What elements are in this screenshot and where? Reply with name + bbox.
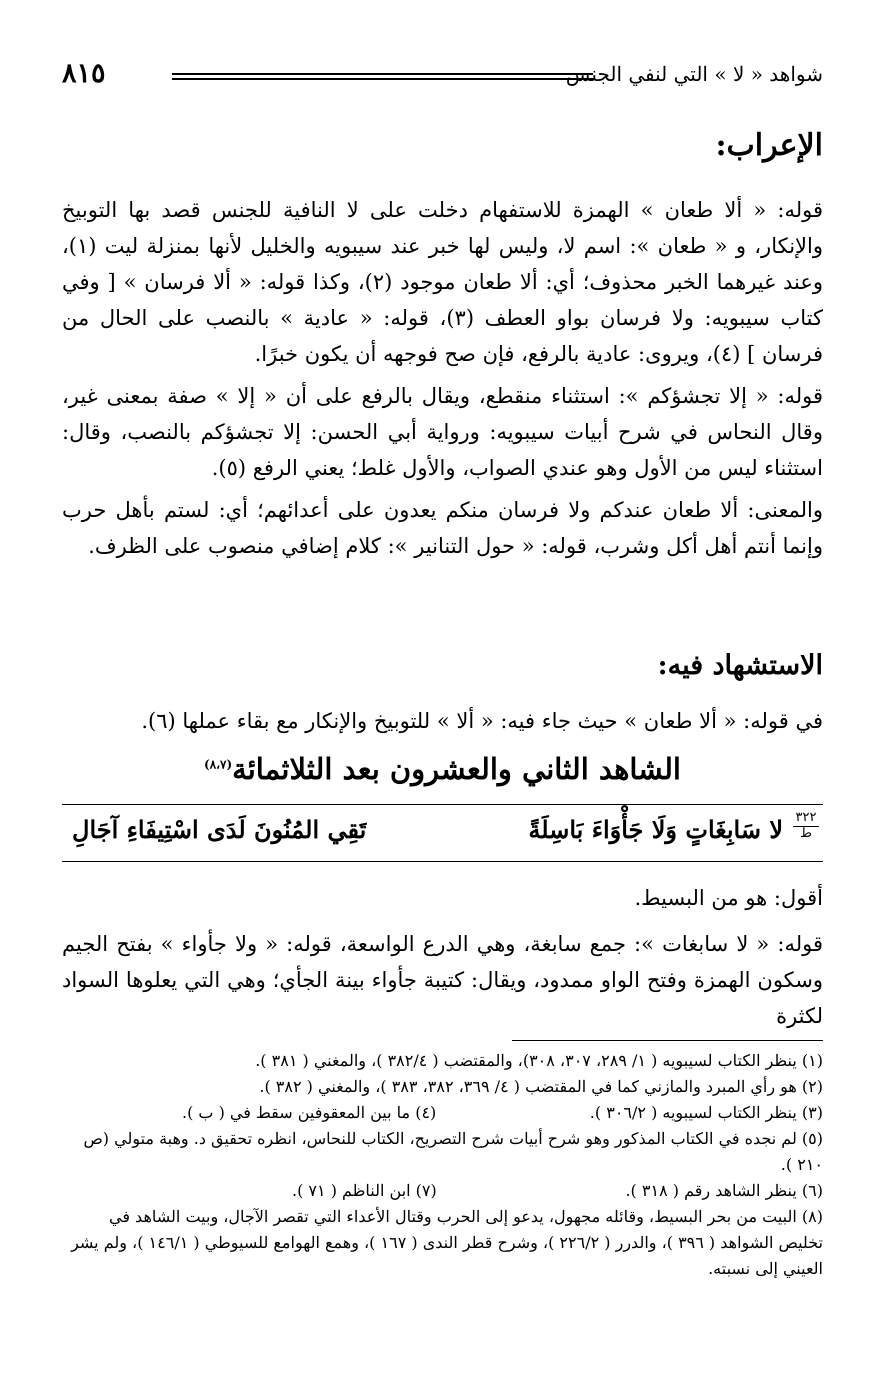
commentary-paragraph-1: أقول: هو من البسيط. xyxy=(634,886,823,910)
irab-paragraph-2: قوله: « إلا تجشؤكم »: استثناء منقطع، ويقال بالرفع على أن « إلا » صفة بمعنى غير، وقال النحاس في شرح أبيات سيبويه: ورواية أبي الحسن: إلا تجشؤكم بالنصب، وقال: استثناء ليس من الأول وهو عندي الصواب، والأول غلط؛ يعني الرفع (٥). xyxy=(62,384,823,480)
footnote-8: (٨) البيت من بحر البسيط، وقائله مجهول، يدعو إلى الحرب وقتال الأعداء التي تقصر الآجال، وبيت الشاهد في تخليص الشواهد ( ٣٩٦ )، والدرر ( ٢٢٦/٢ )، وشرح قطر الندى ( ١٦٧ )، وهمع الهوامع للسيوطي ( ١٤٦/١ )، ولم يشر العيني إلى نسبته. xyxy=(71,1207,823,1278)
shahid-title-footnote-ref: (٨،٧) xyxy=(204,757,233,772)
section-heading-istishhad: الاستشهاد فيه: xyxy=(657,650,823,681)
commentary-paragraph-2: قوله: « لا سابغات »: جمع سابغة، وهي الدرع الواسعة، قوله: « ولا جأواء » بفتح الجيم وسكون الهمزة وفتح الواو ممدود، ويقال: كتيبة جأواء بينة الجأي؛ وهي التي يعلوها السواد لكثرة xyxy=(62,932,823,1028)
footnote-row-3-4 xyxy=(62,1100,823,1126)
footnote-6: (٦) ينظر الشاهد رقم ( ٣١٨ ). xyxy=(625,1181,823,1200)
verse-first-hemistich: لا سَابِغَاتٍ وَلَا جَأْوَاءَ بَاسِلَةً xyxy=(528,815,783,844)
footnote-row-6-7 xyxy=(62,1178,823,1204)
irab-paragraph-1: قوله: « ألا طعان » الهمزة للاستفهام دخلت على لا النافية للجنس قصد بها التوبيخ والإنكار، و « طعان »: اسم لا، وليس لها خبر عند سيبويه والخليل لأنها بمنزلة ليت (١)، وعند غيرهما الخبر محذوف؛ أي: ألا طعان موجود (٢)، وكذا قوله: « ألا فرسان » [ وفي كتاب سيبويه: ولا فرسان بواو العطف (٣)، قوله: « عادية » بالنصب على الحال من فرسان ] (٤)، ويروى: عادية بالرفع، فإن صح فوجهه أن يكون خبرًا. xyxy=(62,198,823,366)
footnote-2: (٢) هو رأي المبرد والمازني كما في المقتضب ( ٤/ ٣٦٩، ٣٨٢، ٣٨٣ )، والمغني ( ٣٨٢ ). xyxy=(259,1077,823,1096)
header-title: شواهد « لا » التي لنفي الجنس xyxy=(565,62,823,86)
istishhad-paragraph: في قوله: « ألا طعان » حيث جاء فيه: « ألا » للتوبيخ والإنكار مع بقاء عملها (٦). xyxy=(141,709,823,733)
footnote-3: (٣) ينظر الكتاب لسيبويه ( ٣٠٦/٢ ). xyxy=(589,1103,823,1122)
section-heading-irab: الإعراب: xyxy=(715,128,823,163)
irab-paragraph-3: والمعنى: ألا طعان عندكم ولا فرسان منكم يعدون على أعدائهم؛ أي: لستم بأهل حرب وإنما أنتم أهل أكل وشرب، قوله: « حول التنانير »: كلام إضافي منصوب على الظرف. xyxy=(62,498,823,558)
page-number: ٨١٥ xyxy=(62,58,106,89)
verse-number-sub: ط xyxy=(793,826,819,841)
istishhad-body xyxy=(62,703,823,739)
shahid-title xyxy=(0,752,885,786)
footnote-1: (١) ينظر الكتاب لسيبويه ( ١/ ٢٨٩، ٣٠٧، ٣٠٨)، والمقتضب ( ٣٨٢/٤ )، والمغني ( ٣٨١ ). xyxy=(255,1051,823,1070)
running-header xyxy=(62,60,823,96)
footnote-4: (٤) ما بين المعقوفين سقط في ( ب ). xyxy=(182,1103,437,1122)
footnote-separator xyxy=(512,1040,823,1041)
header-rule xyxy=(172,73,593,80)
verse-box xyxy=(62,804,823,862)
footnotes xyxy=(62,1048,823,1282)
commentary-body xyxy=(62,880,823,1034)
footnote-7: (٧) ابن الناظم ( ٧١ ). xyxy=(292,1181,437,1200)
shahid-title-text: الشاهد الثاني والعشرون بعد الثلاثمائة xyxy=(232,752,681,786)
verse-number-value: ٣٢٢ xyxy=(795,810,817,825)
irab-body xyxy=(62,192,823,564)
verse-second-hemistich: تَقِي المُنُونَ لَدَى اسْتِيفَاءِ آجَالِ xyxy=(72,815,367,844)
footnote-5: (٥) لم نجده في الكتاب المذكور وهو شرح أبيات شرح التصريح، الكتاب للنحاس، انظره تحقيق د. وهبة متولي (ص ٢١٠ ). xyxy=(83,1129,823,1174)
verse-number xyxy=(789,811,823,841)
